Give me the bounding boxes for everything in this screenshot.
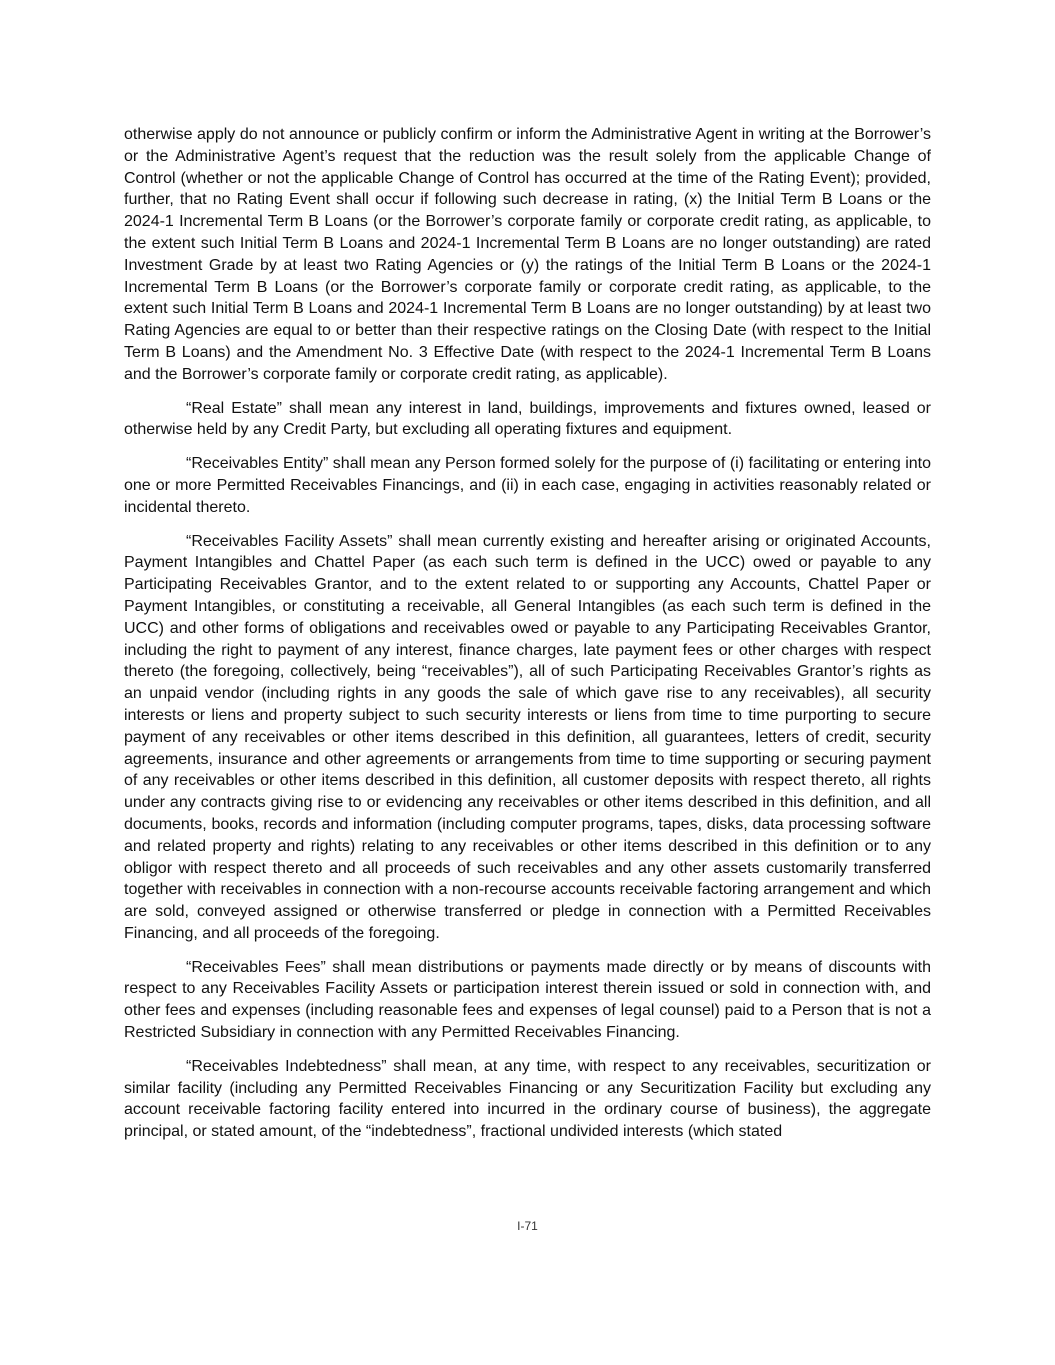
definition-receivables-fees: “Receivables Fees” shall mean distributions or payments made directly or by means of discounts with respect to any Receivables Facility Assets or participation interest therein issued or sold in connection with, and other fees and expenses (including reasonable fees and expenses of legal counsel) paid to a Person that is not a Restricted Subsidiary in connection with any Permitted Receivables Financing.	[124, 958, 931, 1042]
page-number: I-71	[517, 1219, 538, 1233]
definition-receivables-entity: “Receivables Entity” shall mean any Person formed solely for the purpose of (i) facilitating or entering into one or more Permitted Receivables Financings, and (ii) in each case, engaging in activities reasonably related or incidental thereto.	[124, 455, 931, 516]
definition-receivables-facility-assets: “Receivables Facility Assets” shall mean currently existing and hereafter arising or originated Accounts, Payment Intangibles and Chattel Paper (as each such term is defined in the UCC) owed or payable to any Participating Receivables Grantor, and to the extent related to or supporting any Accounts, Chattel Paper or Payment Intangibles, or constituting a receivable, all General Intangibles (as each such term is defined in the UCC) and other forms of obligations and receivables owed or payable to any Participating Receivables Grantor, including the right to payment of any interest, finance charges, late payment fees or other charges with respect thereto (the foregoing, collectively, being “receivables”), all of such Participating Receivables Grantor’s rights as an unpaid vendor (including rights in any goods the sale of which gave rise to any receivables), all security interests or liens and property subject to such security interests or liens from time to time purporting to secure payment of any receivables or other items described in this definition, all guarantees, letters of credit, security agreements, insurance and other agreements or arrangements from time to time supporting or securing payment of any receivables or other items described in this definition, all customer deposits with respect thereto, all rights under any contracts giving rise to or evidencing any receivables or other items described in this definition, and all documents, books, records and information (including computer programs, tapes, disks, data processing software and related property and rights) relating to any receivables or other items described in this definition or to any obligor with respect thereto and all proceeds of such receivables and any other assets customarily transferred together with receivables in connection with a non-recourse accounts receivable factoring arrangement and which are sold, conveyed assigned or otherwise transferred or pledge in connection with a Permitted Receivables Financing, and all proceeds of the foregoing.	[124, 532, 931, 942]
definition-receivables-indebtedness: “Receivables Indebtedness” shall mean, at any time, with respect to any receivables, securitization or similar facility (including any Permitted Receivables Financing or any Securitization Facility but excluding any account receivable factoring facility entered into incurred in the ordinary course of business), the aggregate principal, or stated amount, of the “indebtedness”, fractional undivided interests (which stated	[124, 1057, 931, 1141]
definition-real-estate: “Real Estate” shall mean any interest in land, buildings, improvements and fixtures owned, leased or otherwise held by any Credit Party, but excluding all operating fixtures and equipment.	[124, 399, 931, 439]
page-body	[124, 124, 931, 1155]
paragraph-rating-event-continuation: otherwise apply do not announce or publicly confirm or inform the Administrative Agent in writing at the Borrower’s or the Administrative Agent’s request that the reduction was the result solely from the applicable Change of Control (whether or not the applicable Change of Control has occurred at the time of the Rating Event); provided, further, that no Rating Event shall occur if following such decrease in rating, (x) the Initial Term B Loans or the 2024-1 Incremental Term B Loans (or the Borrower’s corporate family or corporate credit rating, as applicable, to the extent such Initial Term B Loans and 2024-1 Incremental Term B Loans are no longer outstanding) are rated Investment Grade by at least two Rating Agencies or (y) the ratings of the Initial Term B Loans or the 2024-1 Incremental Term B Loans (or the Borrower’s corporate family or corporate credit rating, as applicable, to the extent such Initial Term B Loans and 2024-1 Incremental Term B Loans are no longer outstanding) by at least two Rating Agencies are equal to or better than their respective ratings on the Closing Date (with respect to the Initial Term B Loans) and the Amendment No. 3 Effective Date (with respect to the 2024-1 Incremental Term B Loans and the Borrower’s corporate family or corporate credit rating, as applicable).	[124, 126, 931, 383]
